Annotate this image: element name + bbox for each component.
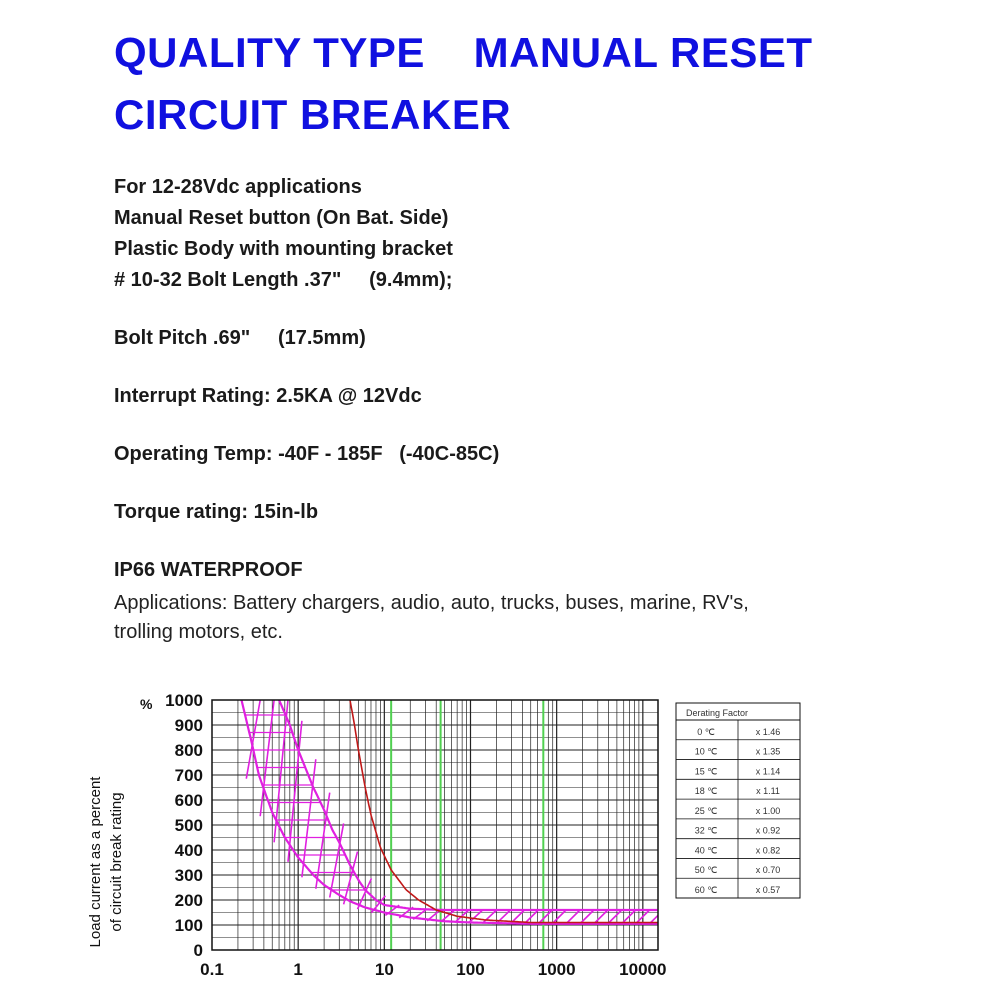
derating-factor: x 0.82 bbox=[755, 845, 781, 856]
x-tick-label: 1000 bbox=[537, 960, 576, 979]
derating-temp: 50 ℃ bbox=[694, 865, 718, 876]
hatch-line bbox=[330, 823, 344, 897]
trip-band bbox=[245, 700, 663, 924]
hatch-line bbox=[566, 910, 580, 924]
y-axis-title-line-2: of circuit break rating bbox=[108, 792, 125, 932]
spec-reset-button: Manual Reset button (On Bat. Side) bbox=[114, 207, 449, 229]
derating-temp: 25 ℃ bbox=[694, 805, 718, 816]
derating-factor: x 0.70 bbox=[755, 865, 781, 876]
y-tick-label: 1000 bbox=[165, 691, 203, 710]
hatch-line bbox=[650, 910, 664, 924]
spec-voltage: For 12-28Vdc applications bbox=[114, 176, 362, 198]
hatch-line bbox=[594, 910, 608, 924]
y-axis-title-line-1: Load current as a percent bbox=[87, 776, 104, 948]
x-tick-label: 10 bbox=[374, 960, 394, 979]
derating-temp: 10 ℃ bbox=[694, 746, 718, 757]
spec-bolt-pitch: Bolt Pitch .69" (17.5mm) bbox=[114, 327, 366, 349]
curve-red bbox=[350, 700, 658, 923]
derating-temp: 18 ℃ bbox=[694, 786, 718, 797]
curve-min-trip bbox=[242, 700, 658, 924]
y-tick-label: 100 bbox=[174, 916, 203, 935]
y-tick-label: 0 bbox=[193, 941, 203, 960]
derating-table bbox=[676, 703, 800, 898]
applications-line-1: Applications: Battery chargers, audio, auto, trucks, buses, marine, RV's, bbox=[114, 592, 749, 614]
y-tick-label: 700 bbox=[174, 766, 203, 785]
x-tick-label: 1 bbox=[293, 960, 303, 979]
spec-torque: Torque rating: 15in-lb bbox=[114, 501, 319, 523]
derating-temp: 0 ℃ bbox=[697, 726, 715, 737]
derating-factor: x 1.11 bbox=[756, 786, 780, 797]
y-tick-labels bbox=[165, 691, 203, 960]
x-tick-label: 0.1 bbox=[200, 960, 224, 979]
derating-temp: 32 ℃ bbox=[694, 825, 718, 836]
derating-factor: x 1.35 bbox=[755, 746, 781, 757]
curve-max-trip bbox=[279, 700, 657, 910]
spec-body: Plastic Body with mounting bracket bbox=[114, 238, 453, 260]
hatch-line bbox=[538, 910, 552, 924]
derating-temp: 40 ℃ bbox=[694, 845, 718, 856]
x-tick-labels bbox=[200, 960, 666, 979]
hatch-line bbox=[580, 910, 594, 924]
y-tick-label: 500 bbox=[174, 816, 203, 835]
y-unit-label: % bbox=[140, 696, 153, 712]
derating-factor: x 1.46 bbox=[755, 726, 781, 737]
y-tick-label: 200 bbox=[174, 891, 203, 910]
title-line-2: CIRCUIT BREAKER bbox=[114, 91, 512, 138]
derating-factor: x 0.57 bbox=[755, 885, 781, 895]
y-tick-label: 400 bbox=[174, 841, 203, 860]
spec-operating-temp: Operating Temp: -40F - 185F (-40C-85C) bbox=[114, 443, 500, 465]
title-line-1: QUALITY TYPE MANUAL RESET bbox=[114, 29, 813, 76]
hatch-line bbox=[344, 852, 358, 905]
spec-interrupt-rating: Interrupt Rating: 2.5KA @ 12Vdc bbox=[114, 385, 422, 407]
hatch-line bbox=[608, 910, 622, 924]
derating-temp: 60 ℃ bbox=[694, 885, 718, 895]
derating-table-header: Derating Factor bbox=[686, 708, 749, 718]
applications-line-2: trolling motors, etc. bbox=[114, 621, 283, 643]
spec-bolt-length: # 10-32 Bolt Length .37" (9.4mm); bbox=[114, 269, 453, 291]
x-tick-label: 100 bbox=[456, 960, 485, 979]
x-tick-label: 10000 bbox=[619, 960, 667, 979]
y-tick-label: 800 bbox=[174, 741, 203, 760]
derating-factor: x 1.00 bbox=[755, 805, 781, 816]
spec-waterproof: IP66 WATERPROOF bbox=[114, 559, 303, 581]
chart-curves bbox=[242, 700, 658, 924]
derating-factor: x 0.92 bbox=[755, 825, 781, 836]
y-tick-label: 900 bbox=[174, 716, 203, 735]
y-tick-label: 300 bbox=[174, 866, 203, 885]
y-tick-label: 600 bbox=[174, 791, 203, 810]
derating-temp: 15 ℃ bbox=[694, 766, 718, 777]
hatch-line bbox=[552, 910, 566, 924]
derating-factor: x 1.14 bbox=[755, 766, 781, 777]
